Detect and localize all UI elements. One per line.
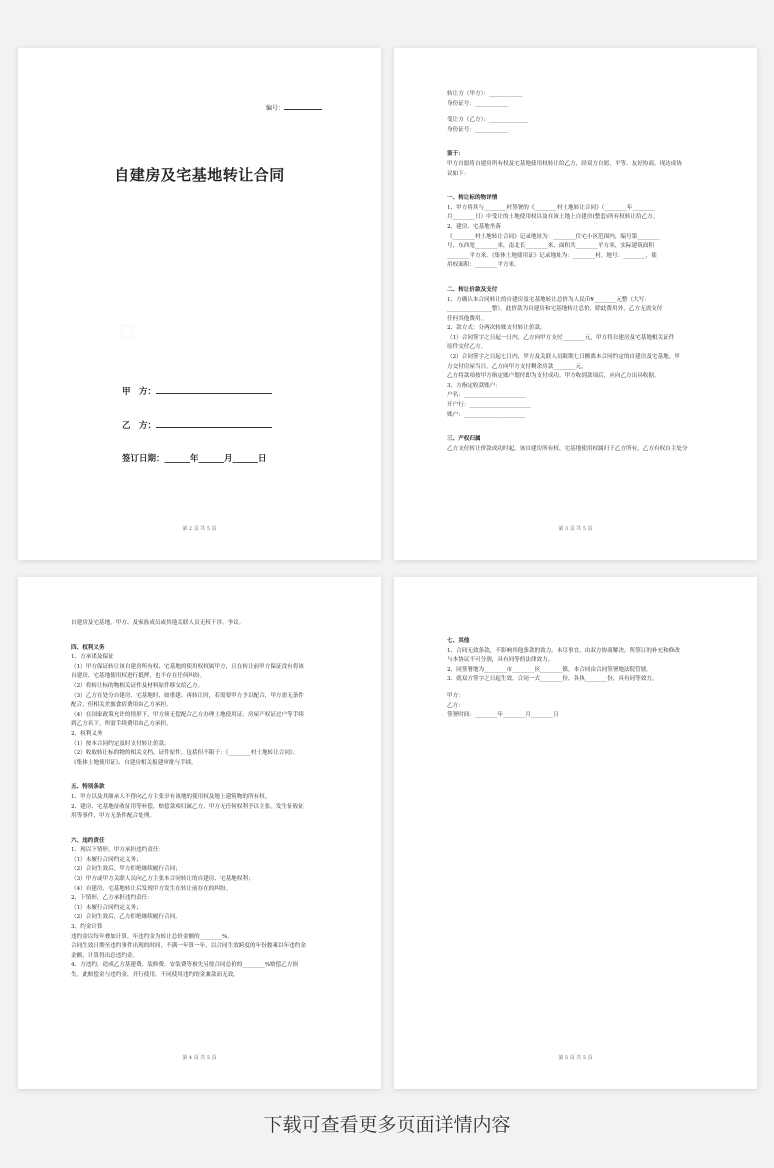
section-heading: 五、特别条款: [71, 784, 105, 791]
body-line: 《________村土地转让合同》记录地址为：________住宅小区范围内，编号第________: [447, 233, 660, 240]
body-line: （2）合同生效后，甲方拒绝继续履行合同；: [71, 866, 181, 873]
page-footer: 第 5 页 共 5 页: [558, 1055, 593, 1061]
body-line: 与本协议不可分割，具有同等的法律效力。: [447, 657, 554, 664]
body-line: （2）收取转让标的物的相关文档、证件原件，包括但不限于：《________村土地转让合同》、: [71, 750, 299, 757]
spacer: [447, 179, 705, 186]
body-line: 3、方指定收款账户：: [447, 382, 501, 389]
body-line: ________________整），此价款为自建房和宅基地转让总价，除此费用外，乙方无需支付: [447, 306, 663, 313]
body-line: 方交付房屋当日，乙方向甲方支付剩余房款________元。: [447, 363, 587, 370]
body-line: 户名：______________________: [447, 392, 526, 399]
body-line: 身份证号：____________: [447, 100, 509, 107]
page-footer: 第 4 页 共 5 页: [182, 1055, 217, 1061]
body-line: （2）将转让标的物相关证件及材料原件移交给乙方。: [71, 682, 204, 689]
page-title: 自建房及宅基地转让合同: [114, 166, 285, 184]
sign-date-field: 签订日期：______年______月______日: [122, 454, 267, 464]
body-line: 乙方将款项按甲方指定账户划付即为支付成功。甲方收到款项后，应向乙方出具收据。: [447, 373, 660, 380]
body-line: 甲方自愿将自建房所有权及宅基地使用权转让给乙方，经双方自愿、平等、友好协商，现达成协: [447, 160, 682, 167]
section-heading: 一、转让标的物详情: [447, 195, 498, 202]
body-line: 1、方承诺及保证: [71, 654, 114, 661]
spacer: [447, 420, 705, 427]
body-line: 合同生效日期至违约事件出现的时间，不满一年算一年，以合同生效跨度的年份数乘以年违约金: [71, 943, 306, 950]
body-line: （2）合同生效后，乙方拒绝继续履行合同。: [71, 914, 181, 921]
body-line: 账户：______________________: [447, 411, 526, 418]
body-line: 4、方违约，造成乙方基建费、装修费、安装费等损失另按合同总价的________%赔偿乙方损: [71, 962, 299, 969]
body-line: 1、甲方将其与________村签署的《________村土地转让合同》（________年________: [447, 204, 655, 211]
body-line: 2、建房、宅基地征收征用等补偿，赔偿款项归属乙方，甲方无任何权利予以主张。发生征收征: [71, 803, 304, 810]
contract-number-label: 编号：: [266, 103, 322, 112]
body-line: 转让方（甲方）：____________: [447, 91, 523, 97]
page-footer: 第 3 页 共 5 页: [558, 526, 593, 532]
body-line: 自建房及宅基地，甲方、及家族成员或其他关联人员无权干涉、争议。: [71, 620, 245, 626]
body-line: 自建房、宅基地使用权进行抵押，也不存在任何纠纷。: [71, 673, 206, 680]
body-line: （3）甲方或甲方关联人员向乙方主张本合同转让的自建房、宅基地权利；: [71, 876, 254, 883]
spacer: [71, 768, 329, 775]
spacer: [447, 685, 705, 692]
page-footer: 第 2 页 共 5 页: [182, 526, 217, 532]
body-line: 2、款方式：分两次转账支付转让价款。: [447, 325, 546, 332]
section-heading: 四、权利义务: [71, 644, 105, 651]
body-line: 任何其他费用。: [447, 315, 487, 322]
body-line: 受让方（乙方）：______________: [447, 117, 529, 124]
body-line: （1）合同签字之日起一日内，乙方向甲方支付________元，甲方将自建房及宅基地相关证件: [447, 334, 675, 341]
body-line: 乙方：: [447, 702, 464, 709]
download-caption: 下载可查看更多页面详情内容: [263, 1114, 511, 1136]
section-heading: 二、转让价款及支付: [447, 286, 498, 293]
party-b-field: 乙 方：: [122, 419, 272, 431]
body-line: 1、合同无效条款，不影响其他条款的效力。未尽事宜，由双方协商解决，所签订的补充和修改: [447, 647, 680, 654]
page-cover: [18, 48, 381, 560]
section-heading: 鉴于：: [447, 151, 464, 158]
body-line: （1）未履行合同约定义务；: [71, 856, 142, 863]
spacer: [447, 109, 705, 116]
body-line: 《集体土地使用证》、自建房相关报建审批与手续。: [71, 759, 197, 766]
body-line: 金额，计算得出总违约金。: [71, 952, 139, 959]
body-line: （1）未履行合同约定义务；: [71, 904, 142, 911]
body-line: 甲方：: [447, 692, 464, 699]
body-line: 1、甲方以及其继承人不得向乙方主张享有该地的使用权及地上建筑物的所有权。: [71, 793, 271, 800]
page-3: [18, 577, 381, 1089]
body-line: 开户行：______________________: [447, 402, 531, 409]
page-3-body: [71, 619, 329, 981]
body-line: （4）在国家政策允许的情形下，甲方须无偿配合乙方办理土地使用证、房屋产权证过户等手续: [71, 711, 304, 718]
body-line: （2）合同签字之日起七日内，甲方及关联人员限期七日搬离本合同约定的自建房及宅基地。甲: [447, 354, 680, 361]
spacer: [71, 629, 329, 636]
body-line: 3、约金计算: [71, 924, 103, 931]
body-line: 到乙方名下，所需手续费用由乙方承担。: [71, 721, 172, 728]
party-a-field: 甲 方：: [122, 385, 272, 397]
body-line: 2、下情形，乙方承担违约责任：: [71, 895, 153, 902]
body-line: 违约金以每年叠加计算，年违约金为转让总价金额的________%。: [71, 933, 233, 940]
watermark: [112, 315, 140, 345]
body-line: 1、方确认本合同转让的自建房及宅基地转让总价为人民币¥________元整（大写：: [447, 296, 650, 303]
page-4: [394, 577, 757, 1089]
body-line: 议如下：: [447, 170, 470, 177]
body-line: （4）自建房、宅基地转让后发现甲方发生在转让前存在的纠纷。: [71, 885, 232, 892]
section-heading: 六、违约责任: [71, 837, 105, 844]
section-heading: 三、产权归属: [447, 436, 481, 443]
body-line: 月________日）中受让的土地使用权以及在该土地上自建房(整套)所有权转让给乙方。: [447, 214, 659, 221]
body-line: （1）甲方保证转让该自建房所有权、宅基地的使用权权属甲方，且在转让前甲方保证没有将该: [71, 663, 304, 670]
body-line: 签署时间：________年________月________日: [447, 712, 559, 719]
section-heading: 七、其他: [447, 638, 470, 644]
body-line: 2、同签署地为________市________区________镇，本合同由合同签署地法院管辖。: [447, 666, 652, 673]
body-line: 号，东西宽________米，南北长________米，面积共________平方米，实际建筑面积: [447, 243, 654, 250]
page-4-body: [447, 629, 705, 721]
body-line: 乙方支付转让价款成功时起，该自建房所有权、宅基地使用权属归于乙方所有，乙方有权自主处分: [447, 445, 688, 452]
body-line: （1）按本合同约定及时支付转让价款。: [71, 740, 170, 747]
body-line: 身份证号：____________: [447, 126, 509, 133]
body-line: 2、建房、宅基地坐落: [447, 223, 501, 230]
body-line: 用权面积：________平方米。: [447, 262, 520, 269]
spacer: [71, 822, 329, 829]
page-2-body: [447, 90, 705, 454]
page-2: [394, 48, 757, 560]
body-line: （3）乙方在处分自建房、宅基地时，如重建、再转让时，若需要甲方予以配合，甲方需无条件: [71, 692, 304, 699]
body-line: 失。此赔偿金与违约金，并行使用，不同使用违约的金兼款而无效。: [71, 972, 239, 978]
spacer: [447, 135, 705, 142]
body-line: 1、现以下情形，甲方承担违约责任：: [71, 847, 165, 854]
body-line: 配合，但相关差旅食宿费用由乙方承担。: [71, 702, 172, 709]
body-line: 用等事件，甲方无条件配合处理。: [71, 813, 155, 820]
body-line: 3、就双方签字之日起生效，合同一式________份，各执________份，具有同等效力。: [447, 676, 658, 683]
spacer: [447, 271, 705, 278]
body-line: ________平方米。《集体土地使用证》记录地址为：________村，地号：________，使: [447, 252, 657, 259]
body-line: 2、权利义务: [71, 730, 103, 737]
body-line: 原件交付乙方。: [447, 344, 487, 351]
